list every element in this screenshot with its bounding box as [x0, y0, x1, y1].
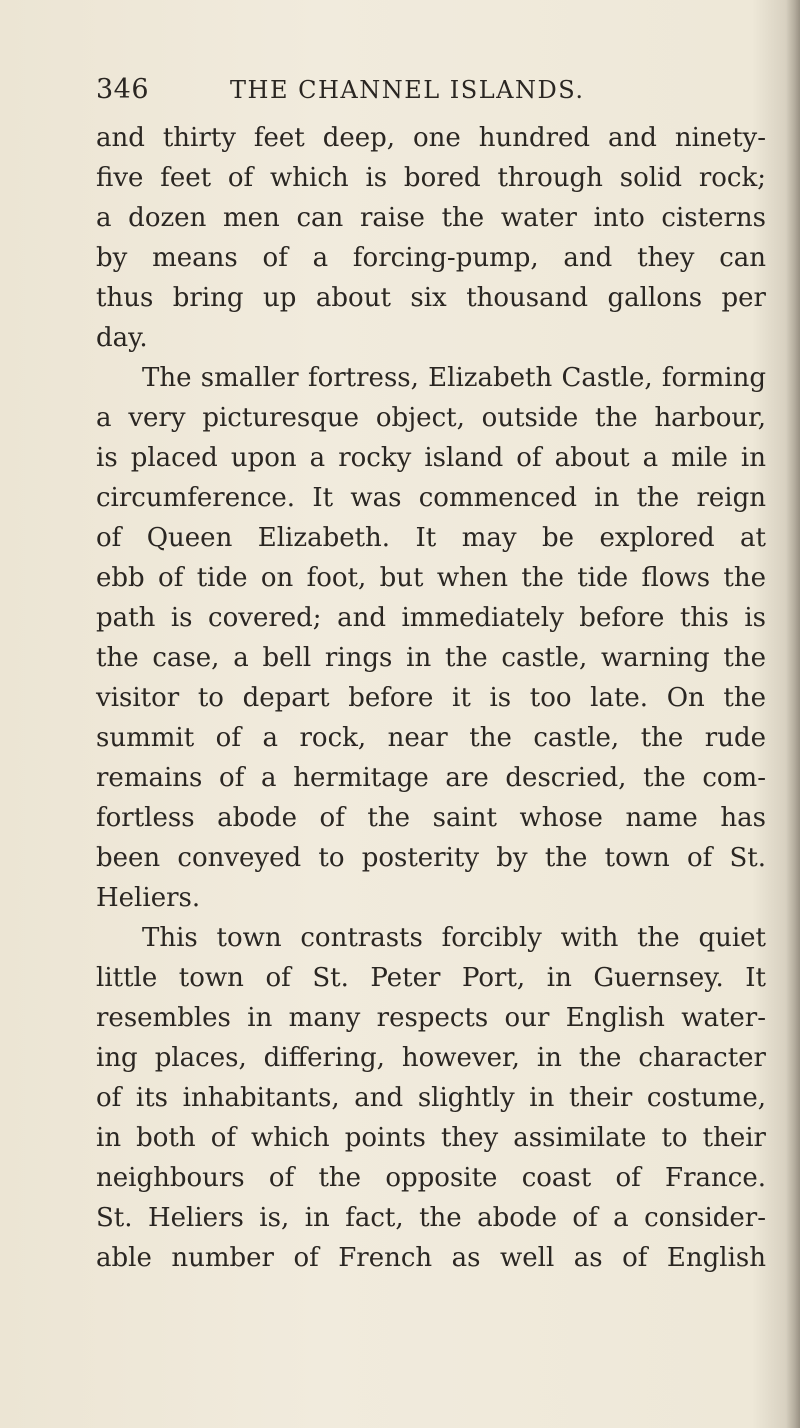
text-line: visitor to depart before it is too late. On the	[96, 683, 766, 713]
text-line: day.	[96, 323, 148, 353]
text-line: able number of French as well as of English	[96, 1243, 766, 1273]
text-line: St. Heliers is, in fact, the abode of a consider-	[96, 1203, 766, 1233]
text-line: fortless abode of the saint whose name has	[96, 803, 766, 833]
text-line: by means of a forcing-pump, and they can	[96, 243, 766, 273]
text-line: in both of which points they assimilate to their	[96, 1123, 766, 1153]
text-line: a dozen men can raise the water into cisterns	[96, 203, 766, 233]
text-line: five feet of which is bored through solid rock;	[96, 163, 766, 193]
text-line: ebb of tide on foot, but when the tide flows the	[96, 563, 766, 593]
text-line: thus bring up about six thousand gallons per	[96, 283, 766, 313]
text-line: of Queen Elizabeth. It may be explored at	[96, 523, 766, 553]
text-line: been conveyed to posterity by the town of St.	[96, 843, 766, 873]
text-line: remains of a hermitage are descried, the com-	[96, 763, 766, 793]
text-line: path is covered; and immediately before this is	[96, 603, 766, 633]
text-line: of its inhabitants, and slightly in their costume,	[96, 1083, 766, 1113]
page-header	[96, 74, 756, 114]
text-line: This town contrasts forcibly with the quiet	[142, 923, 766, 953]
running-head: THE CHANNEL ISLANDS.	[230, 76, 585, 104]
text-line: little town of St. Peter Port, in Guernsey. It	[96, 963, 766, 993]
page-number: 346	[96, 74, 150, 105]
text-line: neighbours of the opposite coast of France.	[96, 1163, 766, 1193]
body-text	[96, 118, 766, 1278]
text-line: is placed upon a rocky island of about a mile in	[96, 443, 766, 473]
text-line: The smaller fortress, Elizabeth Castle, forming	[142, 363, 766, 393]
text-line: ing places, differing, however, in the character	[96, 1043, 766, 1073]
text-line: Heliers.	[96, 883, 201, 913]
text-line: summit of a rock, near the castle, the rude	[96, 723, 766, 753]
text-line: and thirty feet deep, one hundred and ninety-	[96, 123, 766, 153]
text-line: a very picturesque object, outside the harbour,	[96, 403, 766, 433]
page-edge	[786, 0, 800, 1428]
text-line: circumference. It was commenced in the reign	[96, 483, 766, 513]
text-line: resembles in many respects our English water-	[96, 1003, 766, 1033]
text-line: the case, a bell rings in the castle, warning the	[96, 643, 766, 673]
